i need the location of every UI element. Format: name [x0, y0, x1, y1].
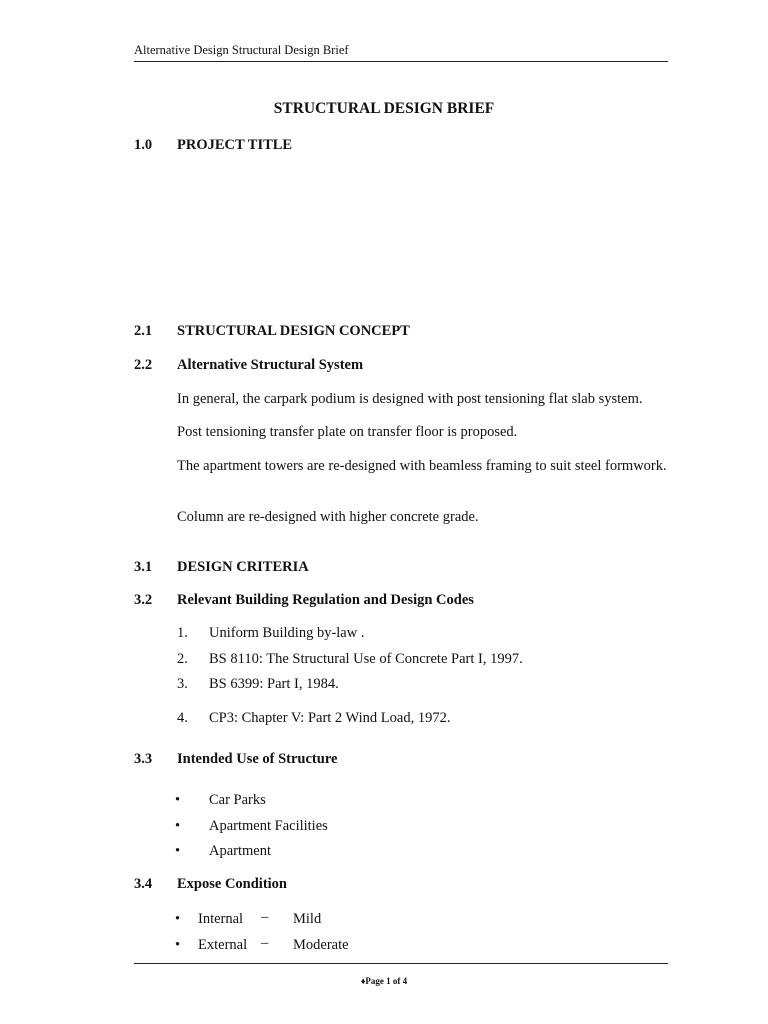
bullet-icon: •: [175, 911, 181, 927]
bullet-icon: •: [175, 818, 181, 834]
list-item: Apartment: [209, 843, 272, 859]
page-footer: [0, 976, 768, 986]
header-rule: [134, 61, 668, 62]
list-item: CP3: Chapter V: Part 2 Wind Load, 1972.: [209, 710, 451, 726]
list-item: BS 8110: The Structural Use of Concrete Part I, 1997.: [209, 651, 523, 667]
exposure-value-internal: Mild: [293, 911, 322, 927]
section-number-2-1: 2.1: [134, 323, 153, 339]
section-number-3-2: 3.2: [134, 592, 153, 608]
list-item: Car Parks: [209, 792, 266, 808]
exposure-label-internal: Internal: [198, 911, 244, 927]
dash-icon: –: [261, 909, 269, 925]
section-number-3-3: 3.3: [134, 751, 153, 767]
section-heading-structural-system: Alternative Structural System: [177, 357, 364, 373]
list-item-number: 4.: [177, 710, 188, 726]
running-header: Alternative Design Structural Design Brief: [134, 43, 349, 57]
list-item: BS 6399: Part I, 1984.: [209, 676, 339, 692]
diamond-icon: ♦: [360, 976, 366, 986]
page-number: Page 1 of 4: [365, 976, 408, 986]
bullet-icon: •: [175, 937, 181, 953]
section-heading-design-concept: STRUCTURAL DESIGN CONCEPT: [177, 323, 410, 339]
paragraph-transfer-plate: Post tensioning transfer plate on transfer floor is proposed.: [177, 424, 518, 440]
list-item: Uniform Building by-law .: [209, 625, 365, 641]
section-number-2-2: 2.2: [134, 357, 153, 373]
paragraph-carpark-podium: In general, the carpark podium is designed with post tensioning flat slab system.: [177, 391, 643, 407]
bullet-icon: •: [175, 792, 181, 808]
paragraph-columns: Column are re-designed with higher concrete grade.: [177, 509, 479, 525]
section-number-3-1: 3.1: [134, 559, 153, 575]
section-number-1-0: 1.0: [134, 137, 153, 153]
bullet-icon: •: [175, 843, 181, 859]
section-heading-regulations: Relevant Building Regulation and Design Codes: [177, 592, 474, 608]
footer-rule: [134, 963, 668, 964]
dash-icon: –: [261, 935, 269, 951]
paragraph-apartment-towers: The apartment towers are re-designed with beamless framing to suit steel formwork.: [177, 458, 667, 474]
exposure-value-external: Moderate: [293, 937, 349, 953]
list-item-number: 1.: [177, 625, 188, 641]
section-heading-intended-use: Intended Use of Structure: [177, 751, 338, 767]
document-title: STRUCTURAL DESIGN BRIEF: [273, 100, 495, 117]
exposure-label-external: External: [198, 937, 248, 953]
list-item: Apartment Facilities: [209, 818, 328, 834]
section-heading-design-criteria: DESIGN CRITERIA: [177, 559, 309, 575]
list-item-number: 2.: [177, 651, 188, 667]
list-item-number: 3.: [177, 676, 188, 692]
section-heading-project-title: PROJECT TITLE: [177, 137, 293, 153]
section-heading-expose-condition: Expose Condition: [177, 876, 287, 892]
section-number-3-4: 3.4: [134, 876, 153, 892]
